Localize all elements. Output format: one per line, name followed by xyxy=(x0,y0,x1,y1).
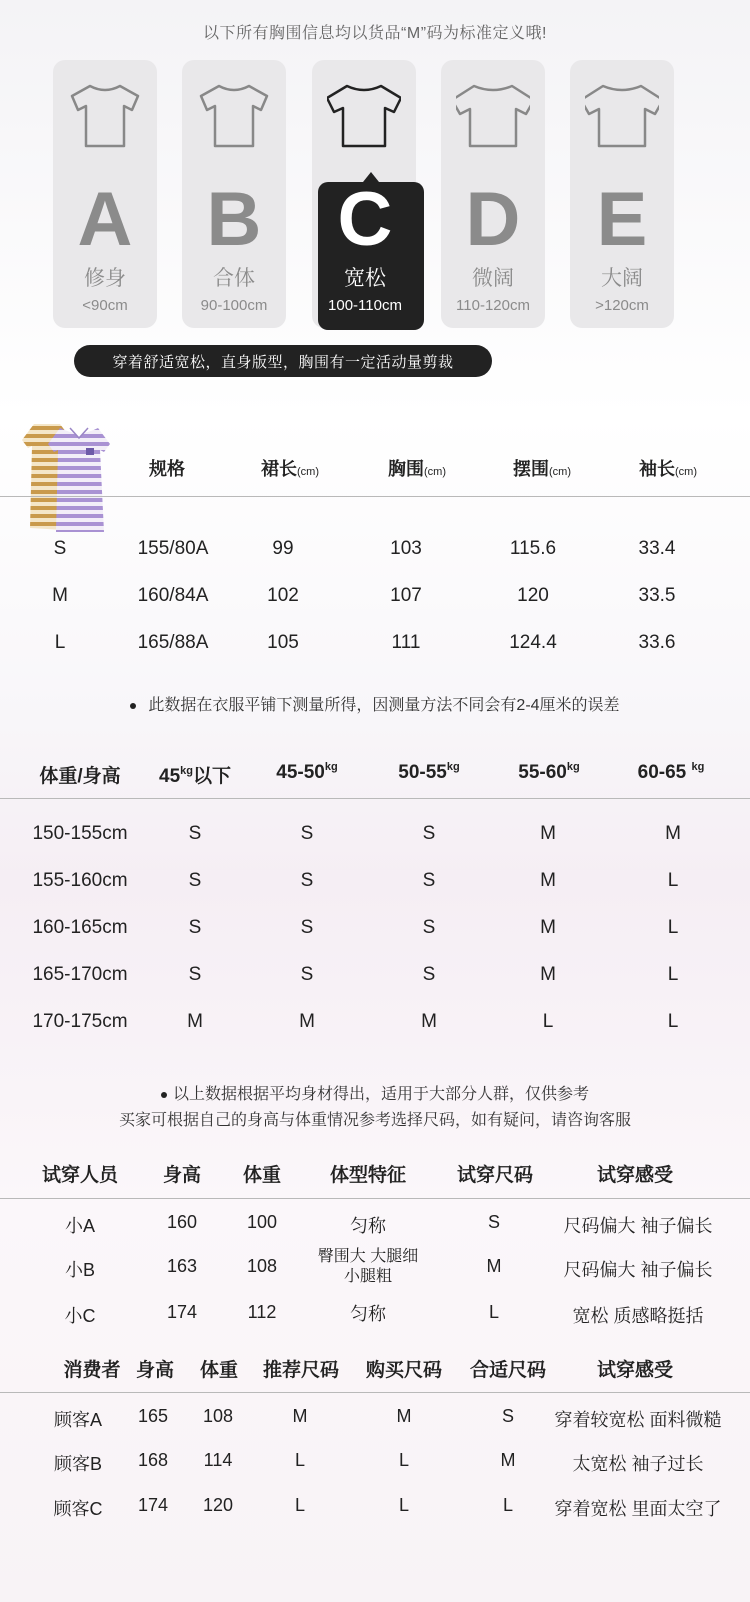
size-cell: S xyxy=(422,823,436,844)
fit-name: 修身 xyxy=(84,267,126,290)
spec-cell: 160/84A xyxy=(137,585,209,606)
consumer-height: 168 xyxy=(137,1450,169,1470)
weight-col-header: $45-50^{kg}$ xyxy=(276,761,338,783)
consumer-height: 165 xyxy=(137,1406,169,1426)
consumer-bought: L xyxy=(398,1450,409,1470)
weight-col-header: $50-55^{kg}$ xyxy=(398,761,460,783)
consumer-header-fit: 合适尺码 xyxy=(469,1360,546,1381)
trial-name: 小A xyxy=(64,1216,95,1236)
fit-name: 大阔 xyxy=(601,267,643,290)
sleeve-cell: 33.5 xyxy=(638,585,676,606)
size-cell: L xyxy=(667,917,679,938)
consumer-weight: 108 xyxy=(202,1406,234,1426)
bust-cell: 103 xyxy=(390,538,422,559)
tshirt-icon xyxy=(197,82,271,150)
size-cell: S xyxy=(300,823,314,844)
consumer-fit: L xyxy=(502,1495,513,1515)
size-cell: L xyxy=(542,1011,554,1032)
trial-feel: 尺码偏大 袖子偏长 xyxy=(563,1216,713,1236)
recommend-note-line1: 以上数据根据平均身材得出，适用于大部分人群，仅供参考 xyxy=(0,1081,750,1104)
trial-height: 160 xyxy=(166,1212,198,1232)
length-cell: 99 xyxy=(272,538,294,559)
consumer-bought: L xyxy=(398,1495,409,1515)
size-cell: M xyxy=(665,823,681,844)
table-divider xyxy=(0,1392,750,1393)
dress-thumbnail-image xyxy=(20,418,112,536)
consumer-header-height: 身高 xyxy=(135,1360,174,1381)
weight-col-header: 60-65 $^{kg}$ xyxy=(637,761,705,783)
fit-letter: B xyxy=(206,177,262,262)
size-cell: L xyxy=(667,870,679,891)
fit-letter: E xyxy=(596,177,648,262)
consumer-header-feel: 试穿感受 xyxy=(596,1360,673,1381)
fit-letter: C xyxy=(337,177,393,262)
trial-size: S xyxy=(487,1212,500,1232)
trial-body: 匀称 xyxy=(350,1216,386,1236)
consumer-recommended: M xyxy=(292,1406,308,1426)
size-cell: L xyxy=(667,964,679,985)
consumer-bought: M xyxy=(396,1406,412,1426)
size-cell: M xyxy=(299,1011,315,1032)
height-cell: 150-155cm xyxy=(32,823,128,844)
consumer-height: 174 xyxy=(137,1495,169,1515)
length-cell: 105 xyxy=(267,632,299,653)
fit-name: 宽松 xyxy=(344,267,386,290)
table-divider xyxy=(0,496,750,497)
spec-cell: 165/88A xyxy=(137,632,209,653)
size-cell: S xyxy=(53,538,67,559)
trial-size: L xyxy=(488,1302,499,1322)
size-cell: M xyxy=(421,1011,437,1032)
fit-range: 90-100cm xyxy=(200,297,268,314)
consumer-recommended: L xyxy=(294,1450,305,1470)
consumer-fit: M xyxy=(500,1450,516,1470)
table-divider xyxy=(0,1198,750,1199)
fit-range: 100-110cm xyxy=(328,297,402,314)
hem-cell: 124.4 xyxy=(509,632,557,653)
size-header-spec: 规格 xyxy=(149,459,185,479)
consumer-header-bought: 购买尺码 xyxy=(365,1360,442,1381)
consumer-feel: 穿着宽松 里面太空了 xyxy=(554,1499,722,1519)
fit-range: >120cm xyxy=(595,297,649,314)
size-cell: L xyxy=(667,1011,679,1032)
sleeve-cell: 33.4 xyxy=(638,538,676,559)
tshirt-icon xyxy=(327,82,401,150)
bust-cell: 107 xyxy=(390,585,422,606)
consumer-header-weight: 体重 xyxy=(199,1360,238,1381)
consumer-feel: 太宽松 袖子过长 xyxy=(572,1454,704,1474)
trial-header-body: 体型特征 xyxy=(329,1165,406,1186)
trial-size: M xyxy=(486,1256,502,1276)
size-cell: S xyxy=(300,917,314,938)
tshirt-icon xyxy=(585,82,659,150)
consumer-name: 顾客B xyxy=(53,1454,102,1474)
consumer-header-name: 消费者 xyxy=(63,1360,121,1381)
consumer-name: 顾客A xyxy=(53,1410,102,1430)
fit-range: <90cm xyxy=(82,297,128,314)
fit-name: 微阔 xyxy=(472,267,514,290)
size-cell: S xyxy=(300,964,314,985)
sleeve-cell: 33.6 xyxy=(638,632,676,653)
measurement-note: 此数据在衣服平铺下测量所得，因测量方法不同会有2-4厘米的误差 xyxy=(0,692,750,715)
tshirt-icon xyxy=(456,82,530,150)
trial-body: 匀称 xyxy=(350,1304,386,1324)
trial-weight: 112 xyxy=(247,1302,277,1322)
table-divider xyxy=(0,798,750,799)
consumer-fit: S xyxy=(501,1406,514,1426)
size-cell: M xyxy=(540,823,556,844)
size-cell: S xyxy=(188,823,202,844)
trial-header-weight: 体重 xyxy=(242,1165,281,1186)
size-cell: S xyxy=(422,917,436,938)
trial-header-feel: 试穿感受 xyxy=(596,1165,673,1186)
trial-header-person: 试穿人员 xyxy=(41,1165,118,1186)
size-cell: M xyxy=(52,585,68,606)
fit-name: 合体 xyxy=(213,267,255,290)
weight-col-header: $45^{kg}$以下 xyxy=(159,765,231,787)
size-header-bust: 胸围(cm) xyxy=(388,459,446,479)
trial-weight: 108 xyxy=(246,1256,278,1276)
fit-letter: A xyxy=(77,177,133,262)
bust-cell: 111 xyxy=(391,632,421,653)
consumer-name: 顾客C xyxy=(53,1499,103,1519)
size-cell: S xyxy=(300,870,314,891)
size-cell: M xyxy=(540,870,556,891)
consumer-weight: 114 xyxy=(203,1450,233,1470)
consumer-recommended: L xyxy=(294,1495,305,1515)
height-cell: 160-165cm xyxy=(32,917,128,938)
trial-header-height: 身高 xyxy=(162,1165,201,1186)
size-cell: M xyxy=(187,1011,203,1032)
size-cell: M xyxy=(540,917,556,938)
trial-name: 小C xyxy=(64,1306,96,1326)
recommend-corner-header: 体重/身高 xyxy=(39,766,121,787)
size-header-sleeve: 袖长(cm) xyxy=(639,459,697,479)
consumer-weight: 120 xyxy=(202,1495,234,1515)
trial-height: 163 xyxy=(166,1256,198,1276)
consumer-feel: 穿着较宽松 面料微糙 xyxy=(554,1410,722,1430)
trial-feel: 宽松 质感略挺括 xyxy=(572,1306,704,1326)
size-cell: S xyxy=(188,964,202,985)
trial-header-size: 试穿尺码 xyxy=(456,1165,533,1186)
trial-weight: 100 xyxy=(246,1212,278,1232)
size-cell: M xyxy=(540,964,556,985)
fit-letter: D xyxy=(465,177,521,262)
bullet-icon xyxy=(130,703,136,709)
bullet-icon xyxy=(161,1092,167,1098)
length-cell: 102 xyxy=(267,585,299,606)
height-cell: 155-160cm xyxy=(32,870,128,891)
fit-range: 110-120cm xyxy=(456,297,530,314)
size-cell: S xyxy=(188,870,202,891)
fit-description-pill: 穿着舒适宽松，直身版型，胸围有一定活动量剪裁 xyxy=(74,345,492,377)
trial-feel: 尺码偏大 袖子偏长 xyxy=(563,1260,713,1280)
size-header-hem: 摆围(cm) xyxy=(513,459,571,479)
trial-height: 174 xyxy=(166,1302,198,1322)
height-cell: 170-175cm xyxy=(32,1011,128,1032)
spec-cell: 155/80A xyxy=(137,538,209,559)
height-cell: 165-170cm xyxy=(32,964,128,985)
trial-name: 小B xyxy=(64,1260,95,1280)
size-cell: S xyxy=(188,917,202,938)
size-cell: S xyxy=(422,870,436,891)
consumer-header-recommended: 推荐尺码 xyxy=(262,1360,339,1381)
size-standard-note: 以下所有胸围信息均以货品“M”码为标准定义哦! xyxy=(203,25,547,42)
hem-cell: 120 xyxy=(517,585,549,606)
trial-body: 臀围大 大腿细 小腿粗 xyxy=(317,1248,419,1285)
weight-col-header: $55-60^{kg}$ xyxy=(518,761,580,783)
tshirt-icon xyxy=(68,82,142,150)
size-header-length: 裙长(cm) xyxy=(261,459,319,479)
recommend-note-line2: 买家可根据自己的身高与体重情况参考选择尺码，如有疑问，请咨询客服 xyxy=(118,1112,631,1129)
size-cell: L xyxy=(54,632,66,653)
hem-cell: 115.6 xyxy=(509,538,557,559)
size-cell: S xyxy=(422,964,436,985)
